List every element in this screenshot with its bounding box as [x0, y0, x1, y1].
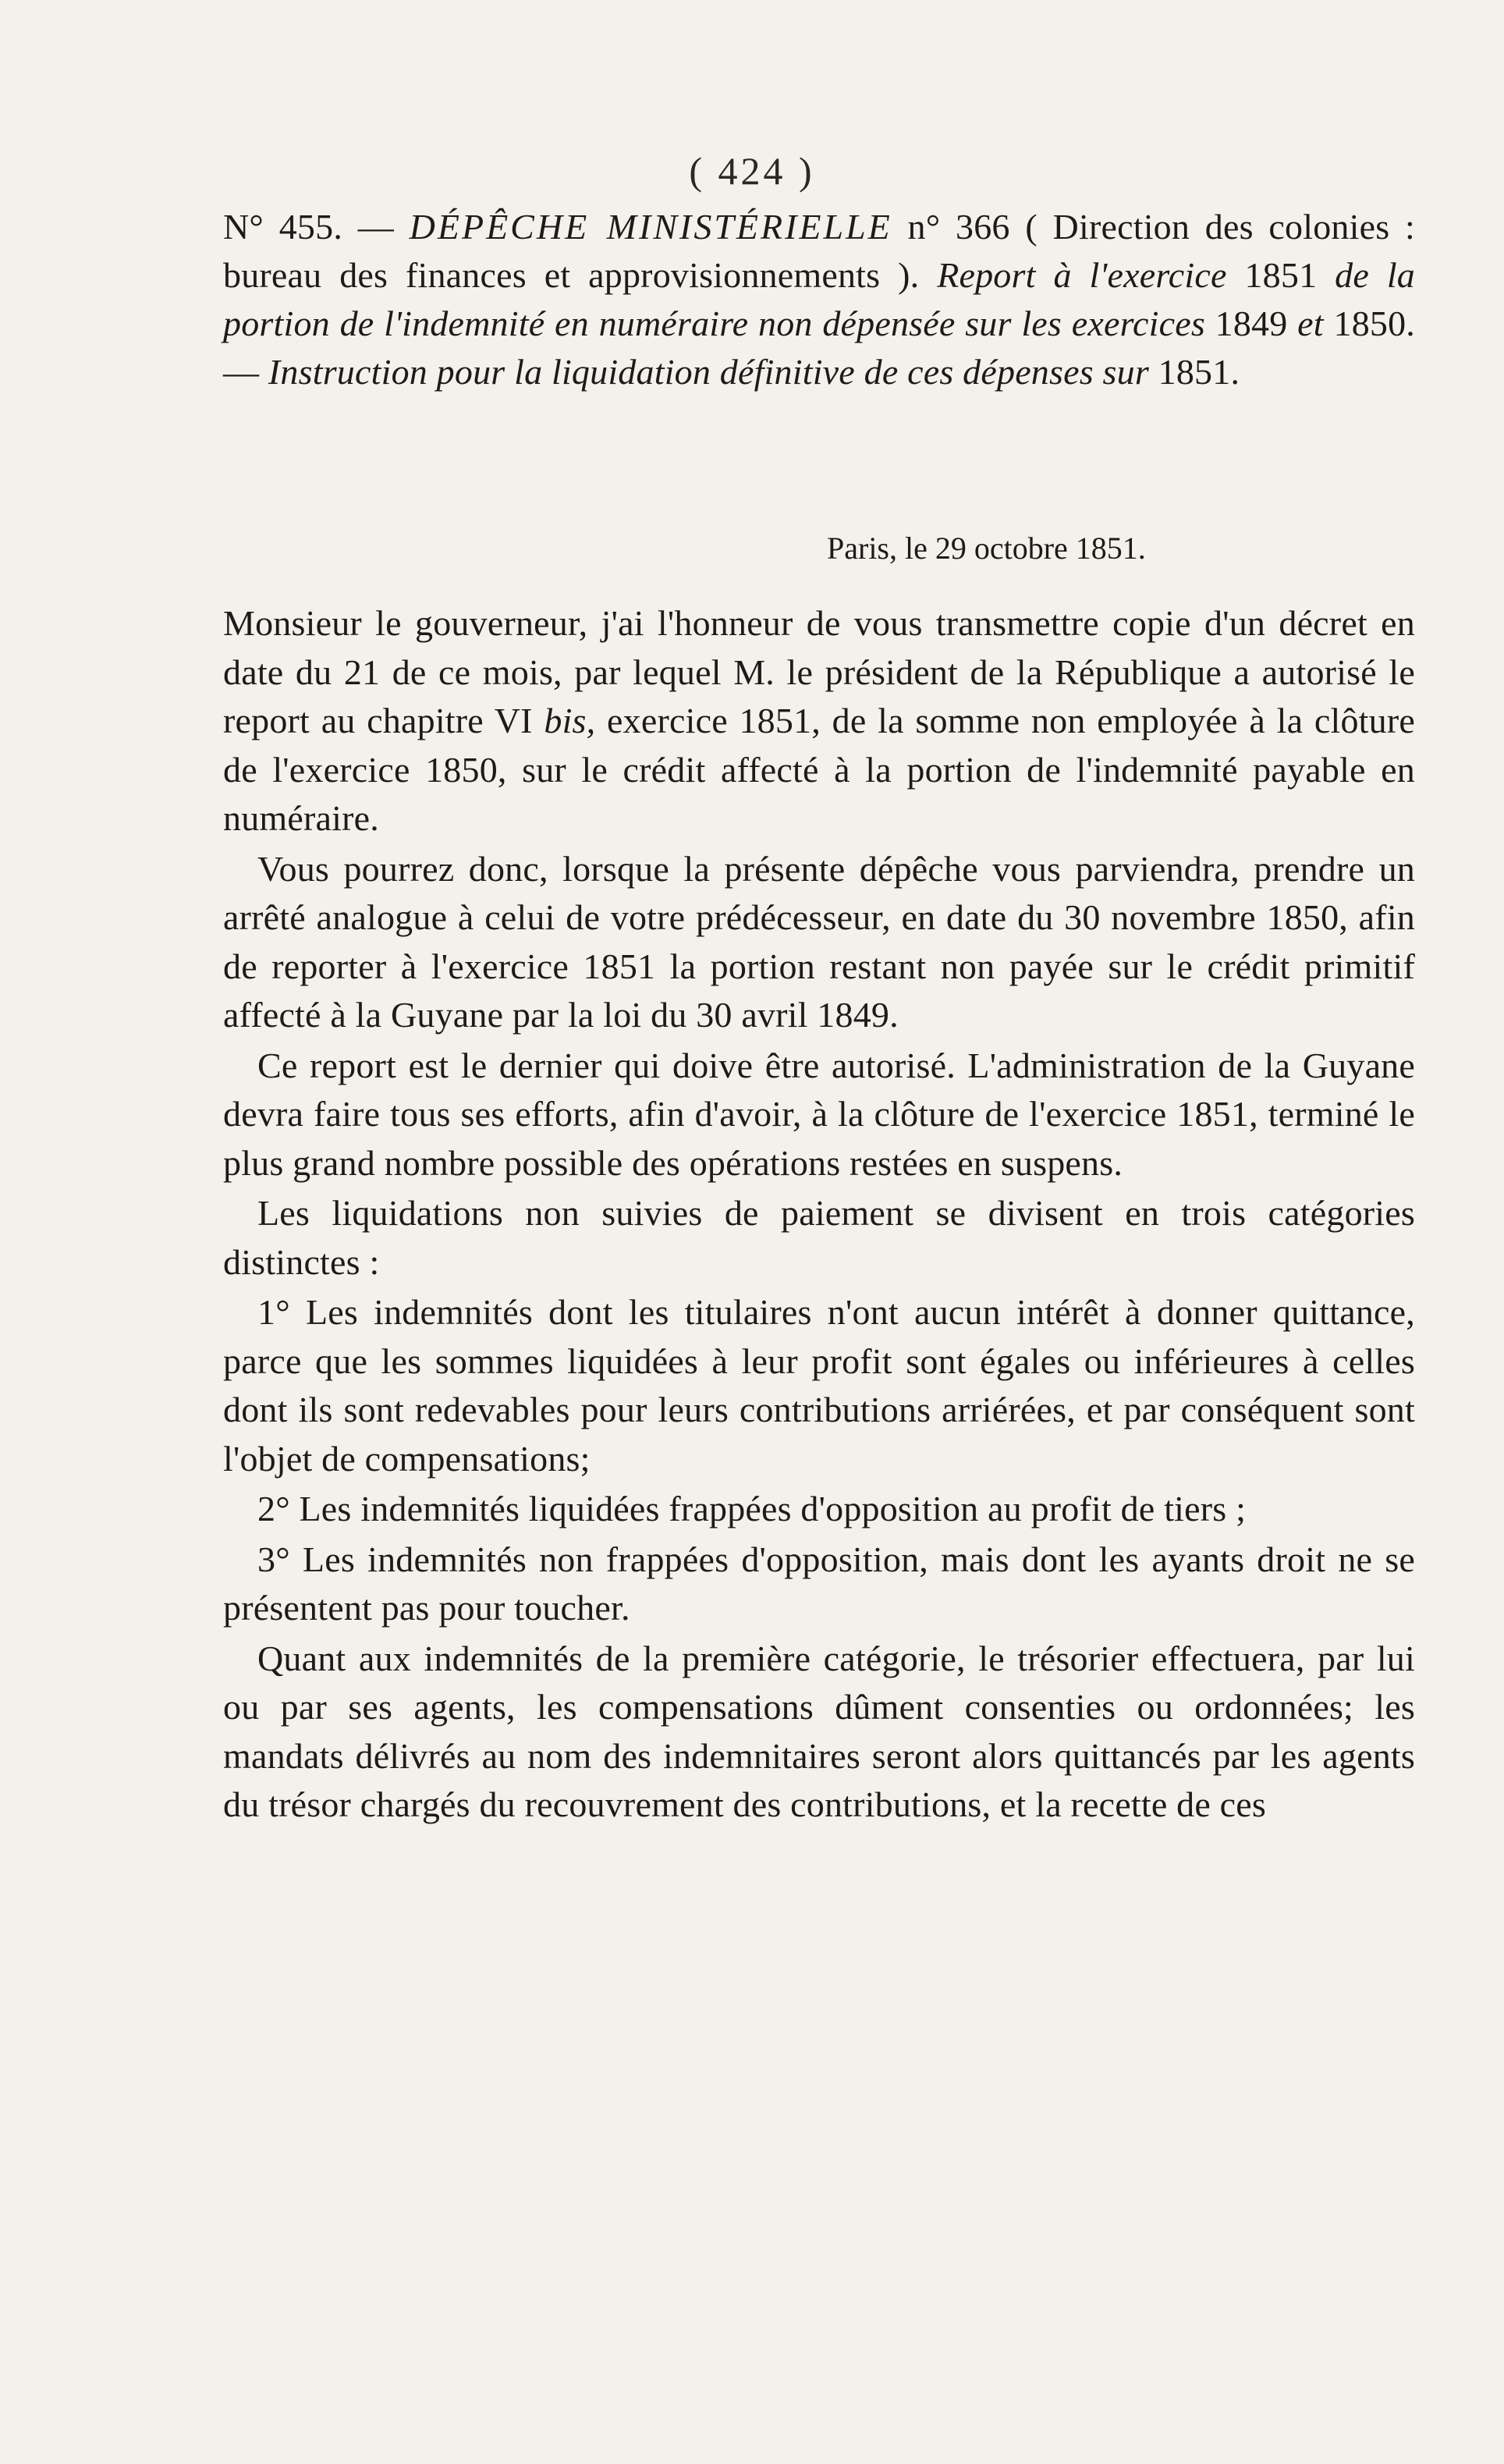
subject-year-c: 1850. — — [223, 304, 1415, 392]
document-ref-number: n° 366 — [907, 207, 1010, 247]
paragraph-1 — [223, 599, 1415, 843]
paragraph-4: Les liquidations non suivies de paiement se divisent en trois catégories distinctes : — [223, 1193, 1415, 1282]
subject-part-a: Report à l'exercice — [937, 255, 1227, 295]
letter-body — [223, 599, 1415, 1831]
subject-part-b: de la portion de l'indemnité en numéraire non dépensée sur les exercices — [223, 255, 1415, 343]
document-direction: ( Direction des colonies : bureau des finances et approvisionnements ). — [223, 207, 1415, 295]
paragraph-3: Ce report est le dernier qui doive être autorisé. L'administration de la Guyane devra faire tous ses efforts, afin d'avoir, à la clôture de l'exercice 1851, terminé le plus grand nombre possible des opérations restées en suspens. — [223, 1045, 1415, 1183]
paragraph-1-part-a: Monsieur le gouverneur, j'ai l'honneur de vous transmettre copie d'un décret en date du 21 de ce mois, par lequel M. le président de la République a autorisé le report au chapitre VI — [223, 603, 1415, 740]
paragraph-6: 2° Les indemnités liquidées frappées d'opposition au profit de tiers ; — [257, 1489, 1247, 1528]
subject-year-a: 1851 — [1244, 255, 1318, 295]
subject-years-b: 1849 — [1215, 304, 1288, 343]
paragraph-8: Quant aux indemnités de la première catégorie, le trésorier effectuera, par lui ou par ses agents, les compensations dûment consenties ou ordonnées; les mandats délivrés au nom des indemnitaires seront alors quittancés par les agents du trésor chargés du recouvrement des contributions, et la recette de ces — [223, 1638, 1415, 1824]
subject-part-d: Instruction pour la liquidation définitive de ces dépenses sur — [268, 352, 1149, 392]
dateline: Paris, le 29 octobre 1851. — [827, 531, 1146, 566]
paragraph-5: 1° Les indemnités dont les titulaires n'ont aucun intérêt à donner quittance, parce que les sommes liquidées à leur profit sont égales ou inférieures à celles dont ils sont redevables pour leurs contributions arriérées, et par conséquent sont l'objet de compensations; — [223, 1292, 1415, 1479]
paragraph-1-part-b: exercice 1851, de la somme non employée à la clôture de l'exercice 1850, sur le crédit affecté à la portion de l'indemnité payable en numéraire. — [223, 701, 1415, 838]
document-title: DÉPÊCHE MINISTÉRIELLE — [409, 207, 892, 247]
paragraph-7: 3° Les indemnités non frappées d'opposition, mais dont les ayants droit ne se présentent pas pour toucher. — [223, 1539, 1415, 1628]
page-number: ( 424 ) — [689, 149, 815, 193]
subject-year-d: 1851. — [1158, 352, 1240, 392]
paragraph-2: Vous pourrez donc, lorsque la présente dépêche vous parviendra, prendre un arrêté analogue à celui de votre prédécesseur, en date du 30 novembre 1850, afin de reporter à l'exercice 1851 la portion restant non payée sur le crédit primitif affecté à la Guyane par la loi du 30 avril 1849. — [223, 848, 1415, 1035]
subject-part-c: et — [1297, 304, 1324, 343]
document-number: N° 455. — — [223, 207, 394, 247]
document-heading — [223, 203, 1415, 396]
paragraph-1-bis: bis, — [544, 701, 596, 740]
